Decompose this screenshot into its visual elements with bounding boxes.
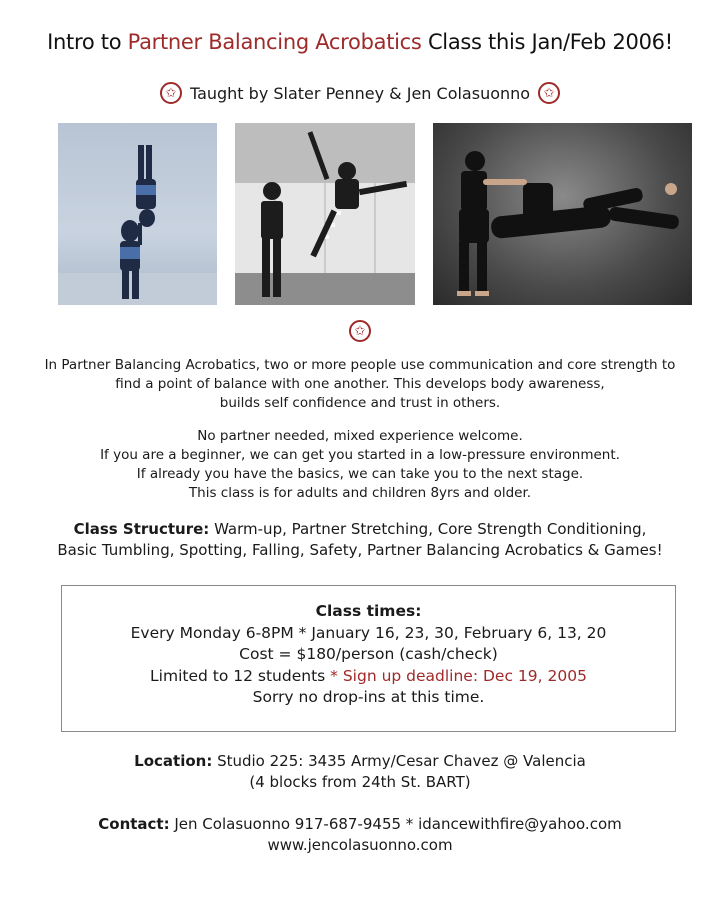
description-paragraph [40,356,680,413]
acrobat-photo-balance [433,123,692,305]
structure-line2: Basic Tumbling, Spotting, Falling, Safety, Partner Balancing Acrobatics & Games! [57,541,663,559]
welcome-line: This class is for adults and children 8yrs and older. [188,485,532,501]
welcome-line: If you are a beginner, we can get you started in a low-pressure environment. [100,447,620,463]
star-in-circle-icon: ✩ [538,82,560,104]
star-in-circle-icon: ✩ [349,320,371,342]
acrobat-photo-handstand [58,123,217,305]
location-address: Studio 225: 3435 Army/Cesar Chavez @ Valencia [212,752,586,770]
teachers-text: Taught by Slater Penney & Jen Colasuonno [189,83,531,103]
class-structure [30,519,690,561]
photo-row [0,123,720,305]
description-line: In Partner Balancing Acrobatics, two or more people use communication and core strength to [44,357,676,373]
divider-star [0,320,720,342]
contact-block [0,814,720,856]
signup-deadline: * Sign up deadline: Dec 19, 2005 [325,666,587,685]
structure-label: Class Structure: [73,520,210,538]
title-suffix: Class this Jan/Feb 2006! [421,30,673,54]
class-limit-line [62,666,675,688]
star-in-circle-icon: ✩ [160,82,182,104]
teachers-line [0,82,720,104]
page-title [0,30,720,54]
location-note: (4 blocks from 24th St. BART) [249,773,471,791]
class-limit: Limited to 12 students [150,666,326,685]
class-cost: Cost = $180/person (cash/check) [239,645,498,663]
contact-details: Jen Colasuonno 917-687-9455 * idancewithfire@yahoo.com [169,815,622,833]
welcome-paragraph [40,427,680,503]
class-times-box [61,585,676,732]
contact-website[interactable]: www.jencolasuonno.com [267,836,453,854]
location-label: Location: [134,752,213,770]
no-dropins: Sorry no drop-ins at this time. [252,688,485,706]
description-line: find a point of balance with one another. This develops body awareness, [115,376,605,392]
welcome-line: No partner needed, mixed experience welcome. [197,428,523,444]
class-times-heading: Class times: [315,602,422,620]
title-highlight: Partner Balancing Acrobatics [127,30,422,54]
class-schedule: Every Monday 6-8PM * January 16, 23, 30, February 6, 13, 20 [130,623,607,642]
title-prefix: Intro to [47,30,128,54]
acrobat-photo-circus [235,123,415,305]
description-line: builds self confidence and trust in others. [219,395,501,411]
welcome-line: If already you have the basics, we can take you to the next stage. [136,466,584,482]
contact-label: Contact: [98,815,170,833]
location-block [0,751,720,793]
structure-line1: Warm-up, Partner Stretching, Core Strength Conditioning, [209,520,647,538]
